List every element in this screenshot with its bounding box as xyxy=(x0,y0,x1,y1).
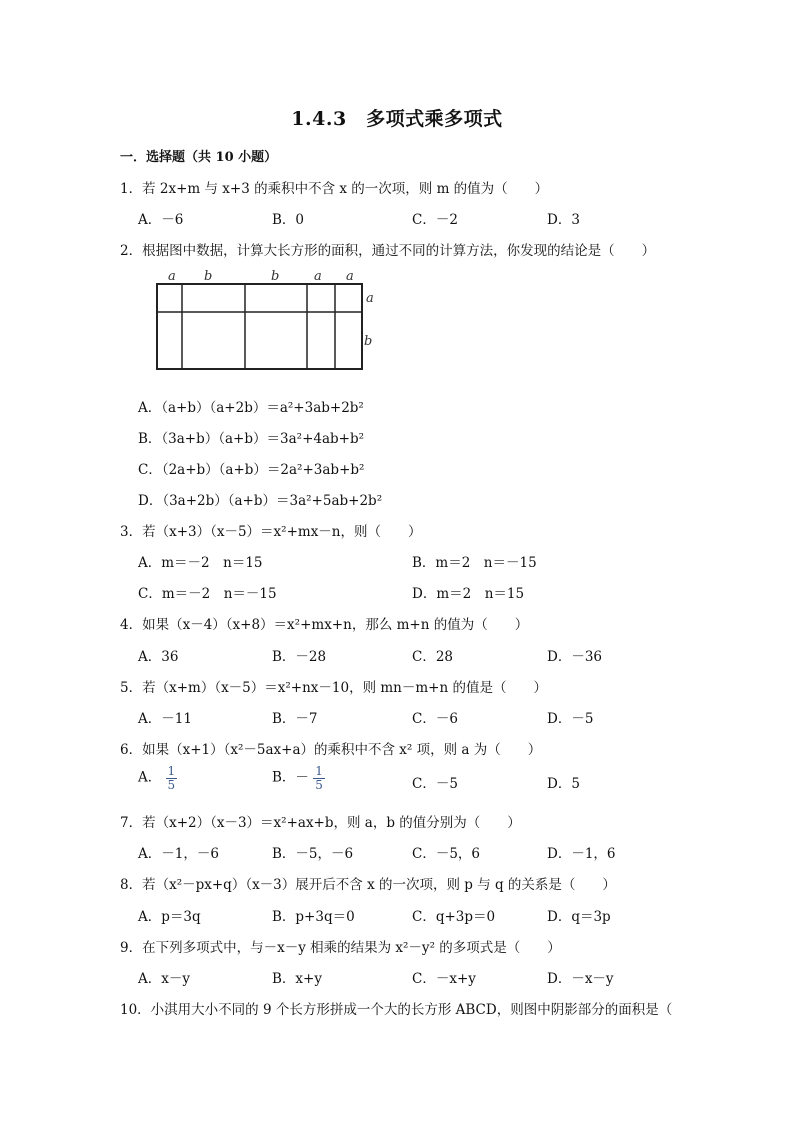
question-8-option-a[interactable]: A．p＝3q xyxy=(138,909,201,925)
question-8-option-b[interactable]: B．p+3q＝0 xyxy=(272,909,355,925)
question-9-option-d[interactable]: D．－x－y xyxy=(547,971,614,987)
question-7-option-a[interactable]: A．－1，－6 xyxy=(138,846,219,862)
figure-label-top-1: a xyxy=(168,269,176,284)
fraction-denominator: 5 xyxy=(315,777,323,792)
fraction-numerator: 1 xyxy=(167,764,176,778)
section-heading: 一．选择题（共 10 小题） xyxy=(120,150,278,165)
question-3-option-a[interactable]: A．m＝－2 n＝15 xyxy=(138,555,263,571)
question-9-stem: 9．在下列多项式中，与－x－y 相乘的结果为 x²－y² 的多项式是（ ） xyxy=(120,940,561,956)
question-8-stem: 8．若（x²－px+q）（x－3）展开后不含 x 的一次项，则 p 与 q 的关系是（ ） xyxy=(120,877,616,893)
question-3-option-b[interactable]: B．m＝2 n＝－15 xyxy=(412,555,537,571)
question-4-option-d[interactable]: D．－36 xyxy=(547,649,603,665)
question-3-stem: 3．若（x+3）（x－5）＝x²+mx－n，则（ ） xyxy=(120,524,422,540)
question-5-option-d[interactable]: D．－5 xyxy=(547,711,594,727)
question-4-option-b[interactable]: B．－28 xyxy=(272,649,327,665)
question-5-option-c[interactable]: C．－6 xyxy=(412,711,458,727)
question-1-option-b[interactable]: B．0 xyxy=(272,212,305,228)
question-9-option-a[interactable]: A．x－y xyxy=(138,971,190,987)
figure-label-top-5: a xyxy=(346,269,354,284)
question-5-option-b[interactable]: B．－7 xyxy=(272,711,318,727)
fraction-one-fifth xyxy=(313,765,325,791)
question-6-option-b-label: B．－ xyxy=(272,769,309,786)
question-7-option-d[interactable]: D．－1，6 xyxy=(547,846,616,862)
question-6-option-c[interactable]: C．－5 xyxy=(412,776,458,792)
fraction-denominator: 5 xyxy=(167,777,176,792)
question-6-option-b[interactable] xyxy=(272,765,325,791)
question-4-option-a[interactable]: A．36 xyxy=(138,649,179,665)
question-7-stem: 7．若（x+2）（x－3）＝x²+ax+b，则 a，b 的值分别为（ ） xyxy=(120,815,521,831)
question-3-option-c[interactable]: C．m＝－2 n＝－15 xyxy=(138,586,277,602)
question-4-stem: 4．如果（x－4）（x+8）＝x²+mx+n，那么 m+n 的值为（ ） xyxy=(120,617,529,633)
question-6-option-a-label: A． xyxy=(138,769,162,786)
question-8-option-c[interactable]: C．q+3p＝0 xyxy=(412,909,496,925)
figure-label-right-1: a xyxy=(366,291,374,306)
question-2-stem: 2．根据图中数据，计算大长方形的面积，通过不同的计算方法，你发现的结论是（ ） xyxy=(120,243,656,259)
question-9-option-c[interactable]: C．－x+y xyxy=(412,971,476,987)
question-3-option-d[interactable]: D．m＝2 n＝15 xyxy=(412,586,525,602)
fraction-one-fifth xyxy=(166,765,178,791)
outer-rectangle xyxy=(157,284,362,369)
figure-label-top-2: b xyxy=(204,269,213,284)
question-8-option-d[interactable]: D．q＝3p xyxy=(547,909,611,925)
page-title: 1.4.3 多项式乘多项式 xyxy=(291,108,503,130)
question-6-stem: 6．如果（x+1）（x²－5ax+a）的乘积中不含 x² 项，则 a 为（ ） xyxy=(120,742,542,758)
question-6-option-d[interactable]: D．5 xyxy=(547,776,580,792)
question-4-option-c[interactable]: C．28 xyxy=(412,649,454,665)
fraction-numerator: 1 xyxy=(315,764,323,778)
question-5-stem: 5．若（x+m）（x－5）＝x²+nx－10，则 mn－m+n 的值是（ ） xyxy=(120,680,547,696)
question-1-option-a[interactable]: A．－6 xyxy=(138,212,184,228)
question-7-option-b[interactable]: B．－5，－6 xyxy=(272,846,354,862)
question-6-option-a[interactable] xyxy=(138,765,177,791)
question-1-option-d[interactable]: D．3 xyxy=(547,212,580,228)
figure-label-right-2: b xyxy=(364,334,373,349)
question-10-stem: 10．小淇用大小不同的 9 个长方形拼成一个大的长方形 ABCD，则图中阴影部分的面积是（ xyxy=(120,1002,673,1018)
question-1-option-c[interactable]: C．－2 xyxy=(412,212,458,228)
question-7-option-c[interactable]: C．－5，6 xyxy=(412,846,481,862)
question-2-option-a[interactable]: A．（a+b）（a+2b）＝a²+3ab+2b² xyxy=(138,400,364,416)
question-2-option-b[interactable]: B．（3a+b）（a+b）＝3a²+4ab+b² xyxy=(138,431,365,447)
rectangle-diagram xyxy=(135,268,385,384)
figure-label-top-3: b xyxy=(271,269,280,284)
question-1-stem: 1．若 2x+m 与 x+3 的乘积中不含 x 的一次项，则 m 的值为（ ） xyxy=(120,181,549,197)
question-5-option-a[interactable]: A．－11 xyxy=(138,711,192,727)
question-2-option-d[interactable]: D．（3a+2b）（a+b）＝3a²+5ab+2b² xyxy=(138,493,383,509)
question-9-option-b[interactable]: B．x+y xyxy=(272,971,322,987)
question-2-option-c[interactable]: C．（2a+b）（a+b）＝2a²+3ab+b² xyxy=(138,462,365,478)
figure-label-top-4: a xyxy=(314,269,322,284)
